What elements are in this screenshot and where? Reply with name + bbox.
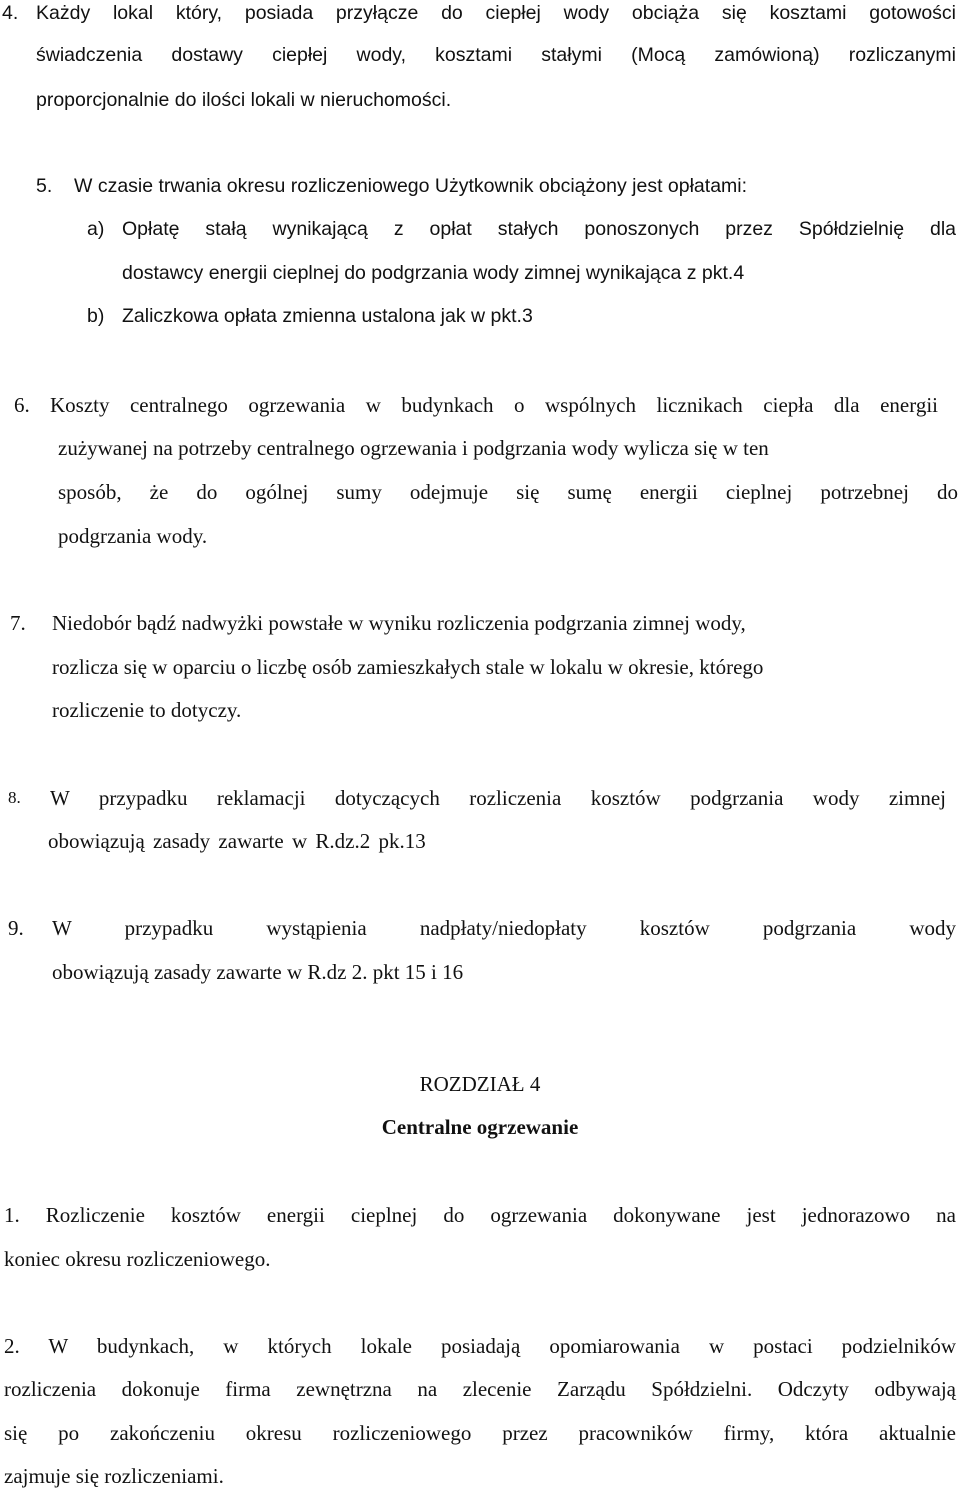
paragraph-line: rozliczenia dokonuje firma zewnętrzna na zlecenie Zarządu Spółdzielni. Odczyty odbywają [4, 1377, 956, 1401]
paragraph-line: dostawcy energii cieplnej do podgrzania wody zimnej wynikająca z pkt.4 [122, 262, 745, 284]
item-number: 6. [14, 393, 30, 417]
item-number: 5. [36, 175, 53, 197]
paragraph-line: rozlicza się w oparciu o liczbę osób zamieszkałych stale w lokalu w okresie, którego [52, 655, 764, 679]
paragraph-line: się po zakończeniu okresu rozliczeniowego przez pracowników firmy, która aktualnie [4, 1421, 956, 1445]
paragraph-line: rozliczenie to dotyczy. [52, 698, 242, 722]
item-number: 4. [2, 2, 19, 24]
paragraph-line: świadczenia dostawy ciepłej wody, kosztami stałymi (Mocą zamówioną) rozliczanymi [36, 44, 956, 66]
paragraph-line: obowiązują zasady zawarte w R.dz 2. pkt 15 i 16 [52, 960, 464, 984]
paragraph-line: zużywanej na potrzeby centralnego ogrzewania i podgrzania wody wylicza się w ten [58, 436, 769, 460]
chapter-title: Centralne ogrzewanie [381, 1115, 579, 1139]
paragraph-line: zajmuje się rozliczeniami. [4, 1464, 224, 1488]
paragraph-line: W czasie trwania okresu rozliczeniowego Użytkownik obciążony jest opłatami: [74, 175, 748, 197]
sub-item-marker: b) [87, 305, 105, 327]
paragraph-line: W przypadku wystąpienia nadpłaty/niedopłaty kosztów podgrzania wody [52, 916, 956, 940]
paragraph-line: proporcjonalnie do ilości lokali w nieruchomości. [36, 89, 452, 111]
chapter-number: ROZDZIAŁ 4 [419, 1072, 541, 1096]
paragraph-line: Koszty centralnego ogrzewania w budynkach o wspólnych licznikach ciepła dla energii [50, 393, 938, 417]
item-number: 7. [10, 611, 26, 635]
paragraph-line: 2. W budynkach, w których lokale posiadają opomiarowania w postaci podzielników [4, 1334, 956, 1358]
paragraph-line: obowiązują zasady zawarte w R.dz.2 pk.13 [48, 829, 426, 853]
item-number: 8. [8, 788, 21, 807]
paragraph-line: Niedobór bądź nadwyżki powstałe w wyniku rozliczenia podgrzania zimnej wody, [52, 611, 746, 635]
paragraph-line: Zaliczkowa opłata zmienna ustalona jak w pkt.3 [122, 305, 533, 327]
paragraph-line: koniec okresu rozliczeniowego. [4, 1247, 271, 1271]
paragraph-line: Opłatę stałą wynikającą z opłat stałych ponoszonych przez Spółdzielnię dla [122, 218, 956, 240]
paragraph-line: 1. Rozliczenie kosztów energii cieplnej do ogrzewania dokonywane jest jednorazowo na [4, 1203, 956, 1227]
sub-item-marker: a) [87, 218, 105, 240]
paragraph-line: W przypadku reklamacji dotyczących rozliczenia kosztów podgrzania wody zimnej [50, 786, 946, 810]
paragraph-line: Każdy lokal który, posiada przyłącze do ciepłej wody obciąża się kosztami gotowości [36, 2, 956, 24]
paragraph-line: podgrzania wody. [58, 524, 208, 548]
paragraph-line: sposób, że do ogólnej sumy odejmuje się sumę energii cieplnej potrzebnej do [58, 480, 958, 504]
item-number: 9. [8, 916, 24, 940]
